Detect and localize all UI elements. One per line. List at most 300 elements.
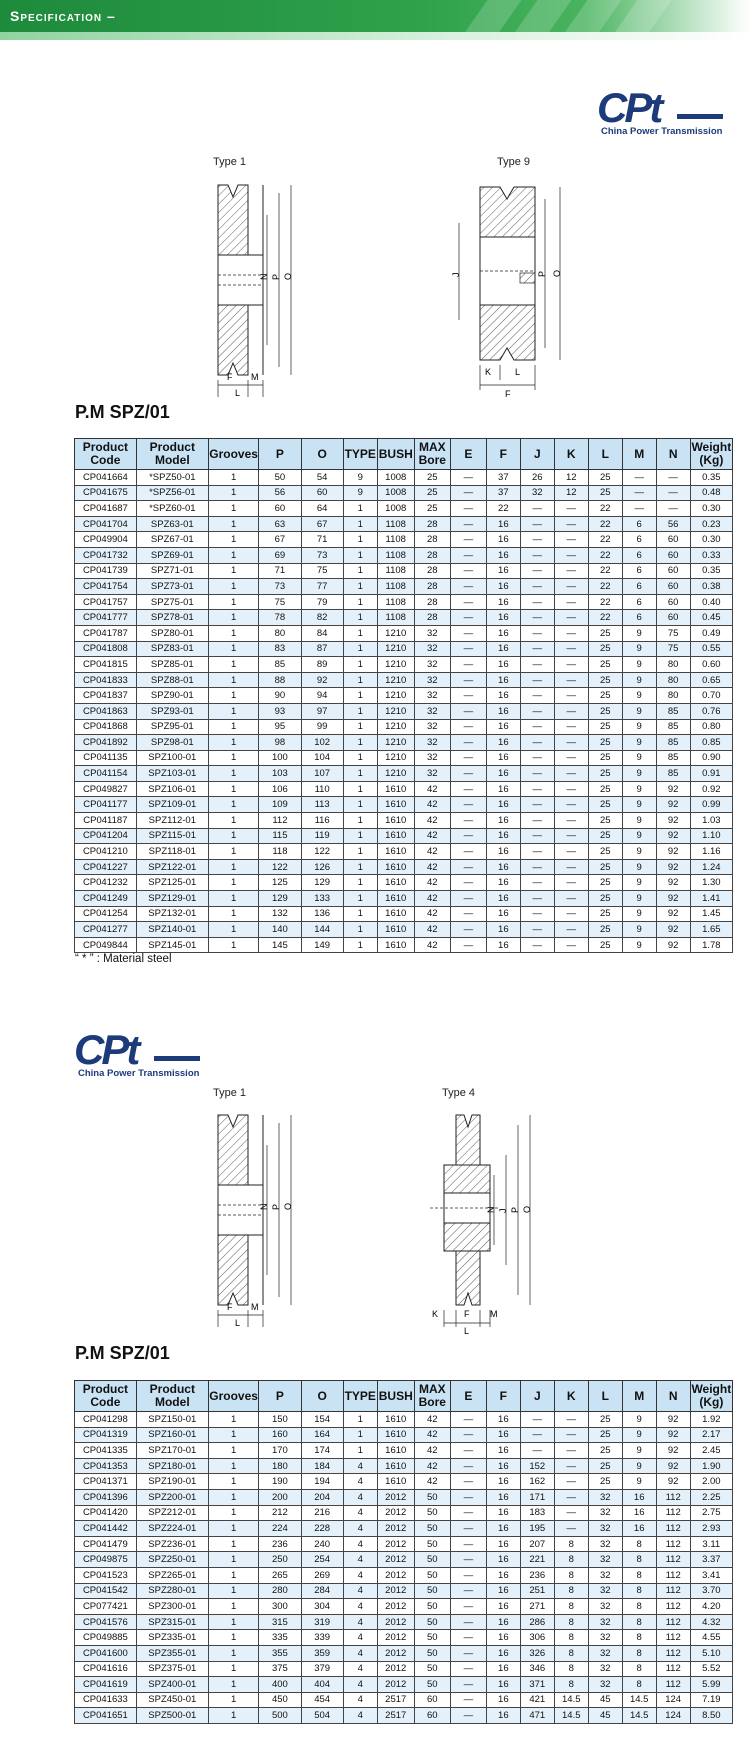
cell-j: — [520, 657, 554, 673]
cell-m: 9 [622, 922, 656, 938]
cell-bush: 1210 [377, 766, 414, 782]
cell-p: 106 [259, 781, 301, 797]
cell-f: 16 [486, 1474, 520, 1490]
cell-p: 265 [259, 1567, 301, 1583]
cell-j: — [520, 859, 554, 875]
cell-product-model: *SPZ60-01 [136, 501, 208, 517]
cell-m: 9 [622, 641, 656, 657]
cell-e: — [450, 719, 486, 735]
cell-weight: 0.35 [690, 470, 732, 486]
cell-type: 4 [343, 1489, 377, 1505]
cell-product-code: CP041232 [75, 875, 137, 891]
cell-weight: 0.38 [690, 579, 732, 595]
cell-p: 109 [259, 797, 301, 813]
cell-grooves: 1 [208, 781, 258, 797]
cell-weight: 8.50 [690, 1708, 732, 1724]
cell-k: — [554, 875, 588, 891]
cell-j: — [520, 937, 554, 953]
cell-grooves: 1 [208, 1645, 258, 1661]
cell-k: — [554, 501, 588, 517]
cell-type: 1 [343, 922, 377, 938]
cell-weight: 0.90 [690, 750, 732, 766]
cell-m: 9 [622, 1458, 656, 1474]
cell-k: — [554, 891, 588, 907]
cell-k: — [554, 1412, 588, 1428]
cell-type: 1 [343, 813, 377, 829]
column-header-e: E [450, 1381, 486, 1412]
cell-k: — [554, 1458, 588, 1474]
table-row [75, 688, 733, 704]
cell-m: 8 [622, 1536, 656, 1552]
cell-j: — [520, 516, 554, 532]
cell-product-model: SPZ69-01 [136, 547, 208, 563]
column-header-p: P [259, 439, 301, 470]
cell-j: — [520, 735, 554, 751]
cell-e: — [450, 1692, 486, 1708]
cell-p: 112 [259, 813, 301, 829]
cell-grooves: 1 [208, 1692, 258, 1708]
table-row [75, 516, 733, 532]
cell-bush: 1210 [377, 641, 414, 657]
cell-j: 207 [520, 1536, 554, 1552]
cell-l: 32 [588, 1599, 622, 1615]
cell-e: — [450, 641, 486, 657]
cell-o: 404 [301, 1677, 343, 1693]
cell-o: 154 [301, 1412, 343, 1428]
cell-product-code: CP041177 [75, 797, 137, 813]
svg-text:N: N [486, 1206, 496, 1213]
cell-grooves: 1 [208, 766, 258, 782]
cell-l: 22 [588, 579, 622, 595]
cell-grooves: 1 [208, 1583, 258, 1599]
cell-e: — [450, 906, 486, 922]
cell-weight: 4.32 [690, 1614, 732, 1630]
column-header-grooves: Grooves [208, 1381, 258, 1412]
cell-type: 1 [343, 1427, 377, 1443]
cell-max-bore: 50 [414, 1630, 450, 1646]
cell-n: 112 [656, 1645, 690, 1661]
cell-grooves: 1 [208, 579, 258, 595]
cell-bush: 2012 [377, 1489, 414, 1505]
cell-m: 9 [622, 766, 656, 782]
cell-k: 14.5 [554, 1708, 588, 1724]
cell-grooves: 1 [208, 844, 258, 860]
cell-product-code: CP041576 [75, 1614, 137, 1630]
cell-bush: 1610 [377, 906, 414, 922]
cell-product-code: CP049827 [75, 781, 137, 797]
svg-text:M: M [251, 1302, 259, 1312]
cell-max-bore: 42 [414, 1427, 450, 1443]
cell-n: 85 [656, 703, 690, 719]
table-row [75, 1583, 733, 1599]
cell-k: — [554, 688, 588, 704]
table-row [75, 547, 733, 563]
cell-j: 251 [520, 1583, 554, 1599]
cell-k: — [554, 1489, 588, 1505]
cell-n: 112 [656, 1521, 690, 1537]
cell-k: 8 [554, 1677, 588, 1693]
column-header-product-code: Product Code [75, 1381, 137, 1412]
table-row [75, 672, 733, 688]
cell-max-bore: 50 [414, 1583, 450, 1599]
cell-e: — [450, 1443, 486, 1459]
cell-o: 54 [301, 470, 343, 486]
cell-m: 9 [622, 750, 656, 766]
cell-j: — [520, 766, 554, 782]
table-row [75, 485, 733, 501]
cell-l: 32 [588, 1583, 622, 1599]
cell-bush: 1610 [377, 922, 414, 938]
cell-e: — [450, 1458, 486, 1474]
cell-l: 32 [588, 1677, 622, 1693]
cell-product-code: CP041732 [75, 547, 137, 563]
column-header-grooves: Grooves [208, 439, 258, 470]
cell-n: 92 [656, 1458, 690, 1474]
cell-product-code: CP041892 [75, 735, 137, 751]
cell-n: 92 [656, 828, 690, 844]
cell-m: 9 [622, 1474, 656, 1490]
cell-k: — [554, 1505, 588, 1521]
cell-e: — [450, 485, 486, 501]
cell-f: 16 [486, 547, 520, 563]
cell-k: — [554, 813, 588, 829]
cpt-logo-icon [595, 88, 725, 128]
cell-n: 112 [656, 1677, 690, 1693]
cell-product-code: CP041863 [75, 703, 137, 719]
svg-text:L: L [464, 1326, 470, 1335]
cell-grooves: 1 [208, 703, 258, 719]
table-row [75, 1536, 733, 1552]
cell-f: 16 [486, 891, 520, 907]
cell-grooves: 1 [208, 906, 258, 922]
cell-n: — [656, 470, 690, 486]
cell-n: 92 [656, 1474, 690, 1490]
cell-m: 9 [622, 657, 656, 673]
cell-product-code: CP041187 [75, 813, 137, 829]
cell-bush: 1210 [377, 672, 414, 688]
cell-o: 102 [301, 735, 343, 751]
cell-m: 9 [622, 625, 656, 641]
cell-k: 12 [554, 485, 588, 501]
cell-m: 16 [622, 1505, 656, 1521]
cell-j: — [520, 625, 554, 641]
cell-grooves: 1 [208, 1412, 258, 1428]
cell-p: 118 [259, 844, 301, 860]
cell-max-bore: 28 [414, 532, 450, 548]
cell-type: 4 [343, 1599, 377, 1615]
cell-max-bore: 32 [414, 750, 450, 766]
cell-type: 1 [343, 672, 377, 688]
cell-m: 6 [622, 610, 656, 626]
cell-f: 16 [486, 797, 520, 813]
cell-m: 9 [622, 1443, 656, 1459]
cell-type: 1 [343, 516, 377, 532]
cell-product-model: SPZ88-01 [136, 672, 208, 688]
cell-f: 16 [486, 579, 520, 595]
cell-product-model: SPZ160-01 [136, 1427, 208, 1443]
cell-j: — [520, 906, 554, 922]
cell-f: 16 [486, 813, 520, 829]
svg-text:P: P [537, 270, 547, 277]
cell-product-code: CP041704 [75, 516, 137, 532]
table-1-title: P.M SPZ/01 [75, 402, 170, 422]
cell-n: 112 [656, 1614, 690, 1630]
cell-n: 80 [656, 688, 690, 704]
cell-k: — [554, 750, 588, 766]
cell-weight: 7.19 [690, 1692, 732, 1708]
cell-type: 1 [343, 625, 377, 641]
cell-o: 269 [301, 1567, 343, 1583]
cell-n: 112 [656, 1567, 690, 1583]
cell-type: 1 [343, 875, 377, 891]
cell-o: 240 [301, 1536, 343, 1552]
cell-k: 8 [554, 1567, 588, 1583]
cell-f: 22 [486, 501, 520, 517]
cell-max-bore: 32 [414, 703, 450, 719]
cell-grooves: 1 [208, 485, 258, 501]
cell-type: 1 [343, 719, 377, 735]
table-row [75, 1474, 733, 1490]
cell-p: 95 [259, 719, 301, 735]
cell-type: 1 [343, 579, 377, 595]
cell-l: 32 [588, 1521, 622, 1537]
cell-weight: 1.03 [690, 813, 732, 829]
table-row [75, 579, 733, 595]
cell-m: 9 [622, 1412, 656, 1428]
cell-o: 92 [301, 672, 343, 688]
cell-product-model: SPZ73-01 [136, 579, 208, 595]
cell-grooves: 1 [208, 922, 258, 938]
cell-grooves: 1 [208, 813, 258, 829]
cell-l: 25 [588, 766, 622, 782]
cell-product-model: *SPZ56-01 [136, 485, 208, 501]
cell-k: 8 [554, 1630, 588, 1646]
cell-p: 78 [259, 610, 301, 626]
cell-f: 16 [486, 1443, 520, 1459]
cell-grooves: 1 [208, 516, 258, 532]
cell-bush: 1210 [377, 719, 414, 735]
cell-grooves: 1 [208, 1536, 258, 1552]
cell-grooves: 1 [208, 1521, 258, 1537]
cell-m: 14.5 [622, 1692, 656, 1708]
cell-e: — [450, 859, 486, 875]
cell-o: 339 [301, 1630, 343, 1646]
cell-product-code: CP041298 [75, 1412, 137, 1428]
cell-bush: 1210 [377, 657, 414, 673]
spec-table-1 [74, 438, 733, 953]
cell-e: — [450, 1614, 486, 1630]
cell-product-code: CP041396 [75, 1489, 137, 1505]
cell-o: 284 [301, 1583, 343, 1599]
cell-product-model: SPZ112-01 [136, 813, 208, 829]
cell-p: 500 [259, 1708, 301, 1724]
cell-n: 92 [656, 1427, 690, 1443]
cell-p: 115 [259, 828, 301, 844]
cell-o: 304 [301, 1599, 343, 1615]
cell-f: 16 [486, 735, 520, 751]
cell-k: 8 [554, 1661, 588, 1677]
cell-k: — [554, 563, 588, 579]
cell-f: 16 [486, 1427, 520, 1443]
cell-grooves: 1 [208, 1708, 258, 1724]
cell-type: 4 [343, 1583, 377, 1599]
cell-weight: 5.99 [690, 1677, 732, 1693]
cell-bush: 2012 [377, 1661, 414, 1677]
cell-max-bore: 42 [414, 781, 450, 797]
cell-f: 16 [486, 1458, 520, 1474]
spec-table-2 [74, 1380, 733, 1724]
cell-max-bore: 25 [414, 470, 450, 486]
cell-o: 97 [301, 703, 343, 719]
cell-n: 92 [656, 891, 690, 907]
cell-f: 16 [486, 563, 520, 579]
cell-bush: 2012 [377, 1645, 414, 1661]
cell-bush: 1610 [377, 828, 414, 844]
cell-type: 1 [343, 703, 377, 719]
cell-grooves: 1 [208, 828, 258, 844]
cell-max-bore: 42 [414, 797, 450, 813]
cell-weight: 2.75 [690, 1505, 732, 1521]
cell-bush: 1008 [377, 470, 414, 486]
cell-type: 1 [343, 859, 377, 875]
cell-o: 204 [301, 1489, 343, 1505]
cell-product-model: *SPZ50-01 [136, 470, 208, 486]
cell-m: 6 [622, 547, 656, 563]
cell-max-bore: 32 [414, 688, 450, 704]
cell-f: 16 [486, 844, 520, 860]
pulley-type-9-diagram [445, 175, 605, 400]
cell-n: 85 [656, 719, 690, 735]
cell-k: — [554, 657, 588, 673]
cell-f: 16 [486, 1630, 520, 1646]
cell-product-code: CP041787 [75, 625, 137, 641]
table-row [75, 766, 733, 782]
column-header-k: K [554, 439, 588, 470]
cell-type: 1 [343, 610, 377, 626]
cell-product-model: SPZ500-01 [136, 1708, 208, 1724]
cell-f: 16 [486, 672, 520, 688]
cell-m: — [622, 485, 656, 501]
cell-o: 194 [301, 1474, 343, 1490]
cell-max-bore: 28 [414, 610, 450, 626]
cell-j: 152 [520, 1458, 554, 1474]
cell-product-model: SPZ83-01 [136, 641, 208, 657]
cell-k: — [554, 844, 588, 860]
cell-j: — [520, 532, 554, 548]
cell-weight: 0.30 [690, 532, 732, 548]
cell-max-bore: 50 [414, 1614, 450, 1630]
cell-bush: 1008 [377, 501, 414, 517]
cell-m: 9 [622, 844, 656, 860]
cell-n: 75 [656, 641, 690, 657]
cell-product-model: SPZ122-01 [136, 859, 208, 875]
svg-text:F: F [505, 389, 511, 399]
cell-j: 286 [520, 1614, 554, 1630]
cell-weight: 3.41 [690, 1567, 732, 1583]
cell-p: 63 [259, 516, 301, 532]
cell-type: 4 [343, 1630, 377, 1646]
cell-type: 1 [343, 828, 377, 844]
cell-m: 16 [622, 1489, 656, 1505]
cell-weight: 0.85 [690, 735, 732, 751]
cell-e: — [450, 922, 486, 938]
column-header-m: M [622, 1381, 656, 1412]
table-row [75, 1630, 733, 1646]
cell-bush: 1610 [377, 781, 414, 797]
cell-o: 107 [301, 766, 343, 782]
cell-product-model: SPZ280-01 [136, 1583, 208, 1599]
cell-type: 1 [343, 563, 377, 579]
cell-o: 144 [301, 922, 343, 938]
cell-e: — [450, 688, 486, 704]
cell-f: 16 [486, 859, 520, 875]
cell-grooves: 1 [208, 891, 258, 907]
cell-l: 32 [588, 1505, 622, 1521]
cell-bush: 1610 [377, 813, 414, 829]
cell-p: 200 [259, 1489, 301, 1505]
svg-text:K: K [432, 1309, 439, 1319]
cell-bush: 2012 [377, 1614, 414, 1630]
cell-product-model: SPZ170-01 [136, 1443, 208, 1459]
cell-f: 16 [486, 532, 520, 548]
cell-m: 6 [622, 516, 656, 532]
cell-p: 67 [259, 532, 301, 548]
cell-bush: 1610 [377, 797, 414, 813]
cell-j: — [520, 610, 554, 626]
cell-k: — [554, 906, 588, 922]
cell-m: 9 [622, 688, 656, 704]
cell-m: 9 [622, 703, 656, 719]
cell-f: 16 [486, 1661, 520, 1677]
cell-bush: 1210 [377, 735, 414, 751]
cell-j: 236 [520, 1567, 554, 1583]
cell-o: 228 [301, 1521, 343, 1537]
cell-product-code: CP041600 [75, 1645, 137, 1661]
cell-type: 4 [343, 1614, 377, 1630]
cell-m: 8 [622, 1567, 656, 1583]
column-header-j: J [520, 1381, 554, 1412]
cell-l: 32 [588, 1567, 622, 1583]
cell-n: 92 [656, 813, 690, 829]
svg-text:N: N [259, 273, 269, 280]
cell-bush: 2012 [377, 1599, 414, 1615]
column-header-f: F [486, 439, 520, 470]
diagram-type-1-label: Type 1 [213, 156, 247, 168]
cell-p: 335 [259, 1630, 301, 1646]
cell-product-model: SPZ212-01 [136, 1505, 208, 1521]
cell-e: — [450, 875, 486, 891]
column-header-type: TYPE [343, 1381, 377, 1412]
cell-product-code: CP041249 [75, 891, 137, 907]
cell-l: 25 [588, 1412, 622, 1428]
cell-l: 22 [588, 501, 622, 517]
svg-text:P: P [271, 273, 281, 280]
cell-l: 25 [588, 657, 622, 673]
table-row [75, 532, 733, 548]
cell-k: 8 [554, 1583, 588, 1599]
cell-p: 180 [259, 1458, 301, 1474]
cell-n: 92 [656, 922, 690, 938]
cell-l: 32 [588, 1661, 622, 1677]
cell-max-bore: 50 [414, 1489, 450, 1505]
cell-p: 450 [259, 1692, 301, 1708]
cell-f: 37 [486, 470, 520, 486]
cell-n: 80 [656, 672, 690, 688]
column-header-product-model: Product Model [136, 1381, 208, 1412]
cell-p: 69 [259, 547, 301, 563]
cell-type: 1 [343, 844, 377, 860]
table-row [75, 1661, 733, 1677]
